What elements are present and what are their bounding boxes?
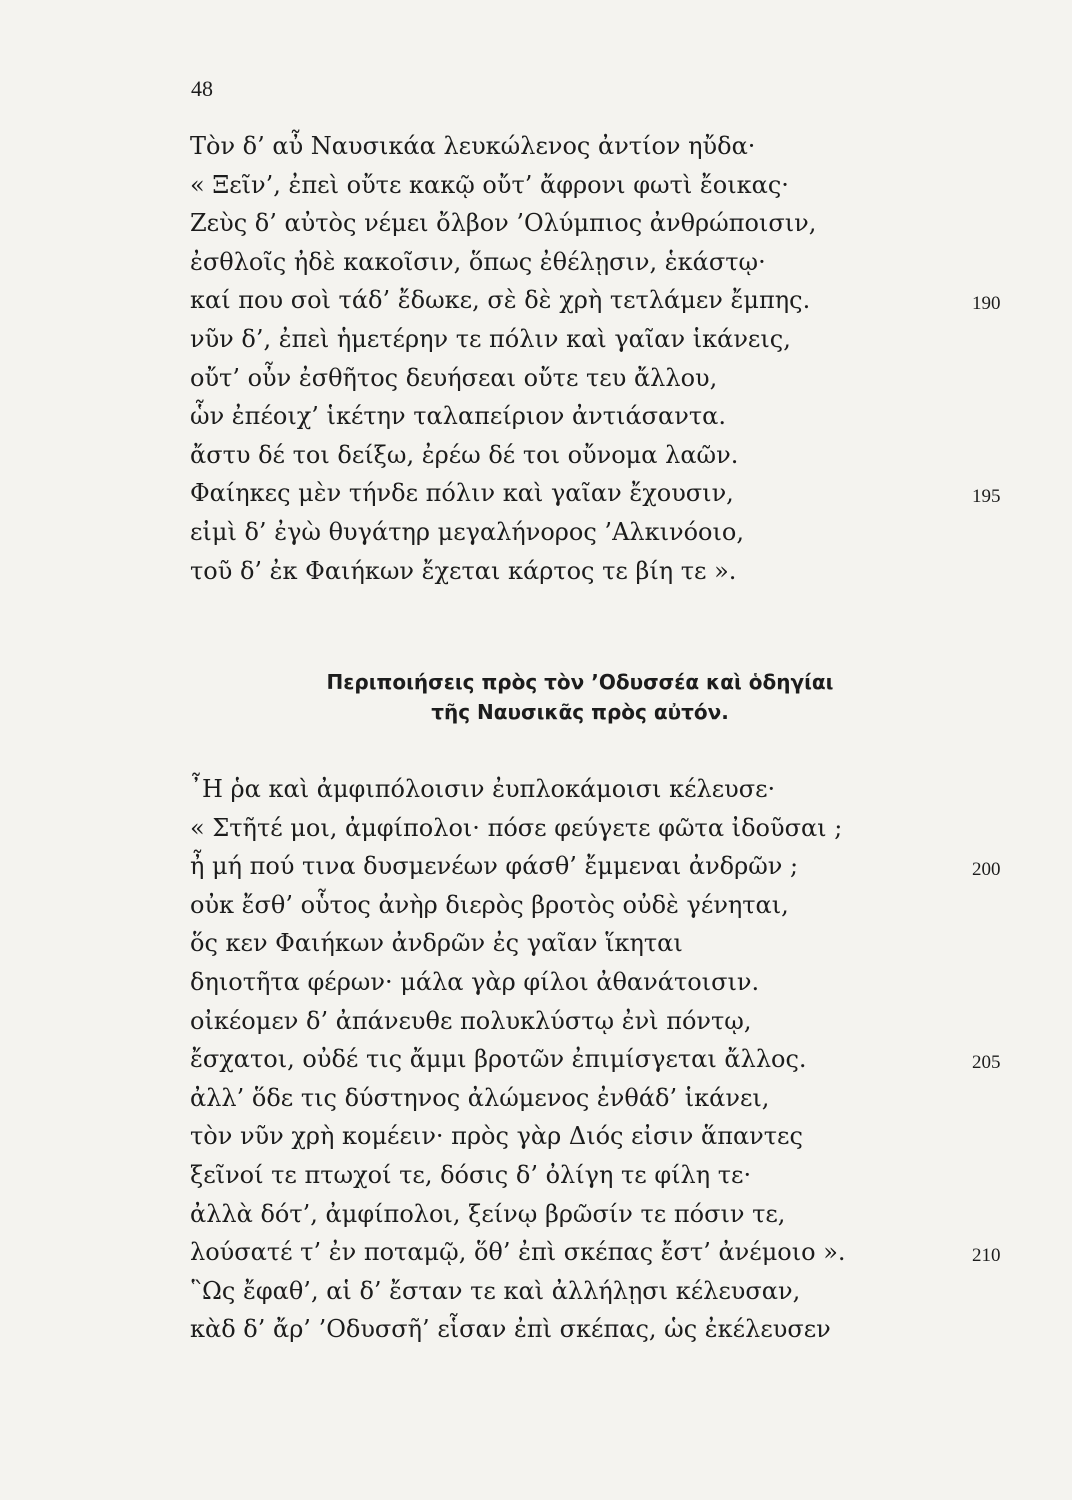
verse-text: ξεῖνοί τε πτωχοί τε, δόσις δ’ ὀλίγη τε φίλη τε·: [190, 1160, 752, 1189]
verse-text: οἰκέομεν δ’ ἀπάνευθε πολυκλύστῳ ἐνὶ πόντῳ,: [190, 1006, 752, 1035]
verse-text: ἦ μή πού τινα δυσμενέων φάσθ’ ἔμμεναι ἀνδρῶν ;: [190, 852, 799, 881]
verse-line: [190, 243, 970, 282]
verse-line: [190, 924, 970, 963]
verse-line: [190, 127, 970, 166]
section-heading-line-2: τῆς Ναυσικᾶς πρὸς αὐτόν.: [431, 700, 729, 724]
verse-line: [190, 809, 970, 848]
verse-line: [190, 770, 970, 809]
verse-line: [190, 1002, 970, 1041]
line-number: 195: [972, 486, 1001, 508]
line-number: 200: [972, 859, 1001, 881]
verse-line: [190, 1079, 970, 1118]
verse-line: [190, 1272, 970, 1311]
section-heading: [190, 667, 970, 727]
verse-passage-two: [190, 770, 1001, 1349]
verse-text: ὧν ἐπέοιχ’ ἱκέτην ταλαπείριον ἀντιάσαντα.: [190, 402, 726, 431]
verse-line: [190, 847, 1001, 886]
verse-text: εἰμὶ δ’ ἐγὼ θυγάτηρ μεγαλήνορος ’Αλκινόοιο,: [190, 517, 744, 546]
line-number: 190: [972, 293, 1001, 315]
verse-line: [190, 1233, 1001, 1272]
verse-text: Φαίηκες μὲν τήνδε πόλιν καὶ γαῖαν ἔχουσιν,: [190, 479, 734, 508]
verse-text: τοῦ δ’ ἐκ Φαιήκων ἔχεται κάρτος τε βίη τε ».: [190, 556, 737, 585]
verse-text: Τὸν δ’ αὖ Ναυσικάα λευκώλενος ἀντίον ηὔδα·: [190, 132, 756, 160]
section-heading-line-1: Περιποιήσεις πρὸς τὸν ’Οδυσσέα καὶ ὁδηγίαι: [326, 670, 834, 694]
verse-text: καί που σοὶ τάδ’ ἔδωκε, σὲ δὲ χρὴ τετλάμεν ἔμπης.: [190, 286, 811, 315]
verse-text: ἔσχατοι, οὐδέ τις ἄμμι βροτῶν ἐπιμίσγεται ἄλλος.: [190, 1045, 807, 1074]
verse-text: ἀλλὰ δότ’, ἀμφίπολοι, ξείνῳ βρῶσίν τε πόσιν τε,: [190, 1199, 786, 1228]
verse-text: ἄστυ δέ τοι δείξω, ἐρέω δέ τοι οὔνομα λαῶν.: [190, 440, 739, 469]
verse-line: [190, 1040, 1001, 1079]
verse-text: ῏Η ῥα καὶ ἀμφιπόλοισιν ἐυπλοκάμοισι κέλευσε·: [190, 775, 776, 803]
verse-text: « Ξεῖν’, ἐπεὶ οὔτε κακῷ οὔτ’ ἄφρονι φωτὶ ἔοικας·: [190, 170, 789, 199]
verse-line: [190, 474, 1001, 513]
verse-passage-one: [190, 127, 1001, 590]
verse-line: [190, 320, 970, 359]
verse-line: [190, 166, 970, 205]
verse-text: οὔτ’ οὖν ἐσθῆτος δευήσεαι οὔτε τευ ἄλλου,: [190, 363, 718, 392]
verse-line: [190, 886, 970, 925]
verse-text: ἀλλ’ ὅδε τις δύστηνος ἀλώμενος ἐνθάδ’ ἱκάνει,: [190, 1083, 770, 1112]
verse-text: ῝Ως ἔφαθ’, αἱ δ’ ἔσταν τε καὶ ἀλλήλῃσι κέλευσαν,: [190, 1276, 801, 1305]
verse-line: [190, 204, 970, 243]
verse-text: κὰδ δ’ ἄρ’ ’Οδυσσῆ’ εἷσαν ἐπὶ σκέπας, ὡς ἐκέλευσεν: [190, 1315, 831, 1344]
page-number: 48: [191, 76, 213, 101]
verse-line: [190, 1117, 970, 1156]
verse-line: [190, 1156, 970, 1195]
verse-line: [190, 1195, 970, 1234]
verse-line: [190, 436, 970, 475]
verse-text: ὅς κεν Φαιήκων ἀνδρῶν ἐς γαῖαν ἵκηται: [190, 929, 683, 958]
verse-text: τὸν νῦν χρὴ κομέειν· πρὸς γὰρ Διός εἰσιν ἅπαντες: [190, 1122, 803, 1151]
verse-text: Ζεὺς δ’ αὐτὸς νέμει ὄλβον ’Ολύμπιος ἀνθρώποισιν,: [190, 209, 817, 238]
line-number: 205: [972, 1052, 1001, 1074]
verse-line: [190, 359, 970, 398]
verse-text: λούσατέ τ’ ἐν ποταμῷ, ὅθ’ ἐπὶ σκέπας ἔστ’ ἀνέμοιο ».: [190, 1238, 846, 1267]
verse-text: « Στῆτέ μοι, ἀμφίπολοι· πόσε φεύγετε φῶτα ἰδοῦσαι ;: [190, 813, 843, 842]
verse-line: [190, 963, 970, 1002]
verse-text: οὐκ ἔσθ’ οὗτος ἀνὴρ διερὸς βροτὸς οὐδὲ γένηται,: [190, 890, 789, 919]
verse-line: [190, 513, 970, 552]
line-number: 210: [972, 1245, 1001, 1267]
verse-text: νῦν δ’, ἐπεὶ ἡμετέρην τε πόλιν καὶ γαῖαν ἱκάνεις,: [190, 324, 791, 353]
verse-line: [190, 1310, 970, 1349]
verse-text: ἐσθλοῖς ἠδὲ κακοῖσιν, ὅπως ἐθέλῃσιν, ἑκάστῳ·: [190, 247, 766, 276]
verse-line: [190, 552, 970, 591]
verse-text: δηιοτῆτα φέρων· μάλα γὰρ φίλοι ἀθανάτοισιν.: [190, 967, 760, 996]
verse-line: [190, 397, 970, 436]
verse-line: [190, 281, 1001, 320]
